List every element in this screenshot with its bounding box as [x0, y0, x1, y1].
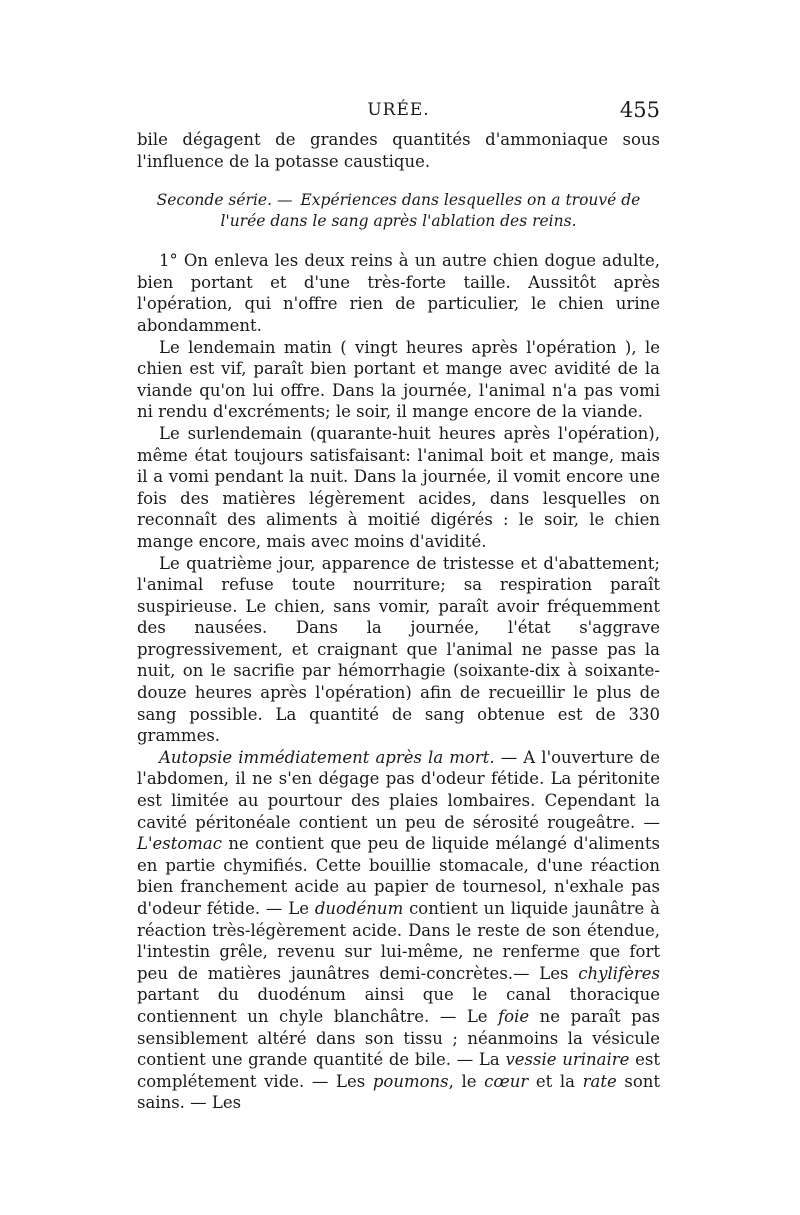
autopsy-text-4: partant du duodénum ainsi que le canal thoracique contiennent un chyle blanchâtre. — Le [137, 985, 660, 1026]
paragraph-day-after: Le surlendemain (quarante-huit heures après l'opération), même état toujours satisfaisant: l'animal boit et mange, mais il a vomi pendant la nuit. Dans la journée, il vomit encore une fois des matières légèrement acides, dans lesquelles on reconnaît des aliments à moitié digérés : le soir, le chien mange encore, mais avec moins d'avidité. [137, 423, 660, 551]
page-header [137, 98, 660, 126]
paragraph-fourth-day: Le quatrième jour, apparence de tristesse et d'abattement; l'animal refuse toute nourriture; sa respiration paraît suspirieuse. Le chien, sans vomir, paraît avoir fréquemment des nausées. Dans la journée, l'état s'aggrave progressivement, et craignant que l'animal ne passe pas la nuit, on le sacrifie par hémorrhagie (soixante-dix à soixante-douze heures après l'opération) afin de recueillir le plus de sang possible. La quantité de sang obtenue est de 330 grammes. [137, 553, 660, 746]
term-estomac: L'estomac [137, 834, 223, 854]
lead-paragraph: bile dégagent de grandes quantités d'ammoniaque sous l'influence de la potasse caustique. [137, 130, 660, 171]
term-rate: rate [582, 1071, 617, 1091]
term-vessie: vessie urinaire [505, 1050, 630, 1070]
term-chyliferes: chylifères [578, 963, 660, 983]
autopsy-text-6: est complétement vide. — Les [137, 1050, 661, 1091]
paragraph-autopsy [137, 747, 660, 1114]
section-label: Seconde série. — [156, 191, 293, 210]
paragraph-next-day: Le lendemain matin ( vingt heures après l'opération ), le chien est vif, paraît bien portant et mange avec avidité de la viande qu'on lui offre. Dans la journée, l'animal n'a pas vomi ni rendu d'excréments; le soir, il mange encore de la viande. [137, 337, 660, 422]
term-duodenum: duodénum [314, 899, 404, 918]
section-title: Expériences dans lesquelles on a trouvé de l'urée dans le sang après l'ablation des reins. [220, 191, 641, 231]
autopsy-text-7: , le [448, 1071, 485, 1091]
autopsy-heading: Autopsie immédiatement après la mort. [159, 747, 495, 767]
autopsy-text-5: ne paraît pas sensiblement altéré dans son tissu ; néanmoins la vésicule contient une grande quantité de bile. — La [137, 1006, 660, 1070]
section-heading [137, 190, 660, 232]
autopsy-text-3: contient un liquide jaunâtre à réaction très-légèrement acide. Dans le reste de son étendue, l'intestin grêle, revenu sur lui-même, ne renferme que fort peu de matières jaunâtres demi-concrètes.— Les [137, 899, 660, 983]
autopsy-text-2: ne contient que peu de liquide mélangé d'aliments en partie chymifiés. Cette bouillie stomacale, d'une réaction bien franchement acide au papier de tournesol, n'exhale pas d'odeur fétide. — Le [137, 834, 660, 918]
autopsy-text-1: — A l'ouverture de l'abdomen, il ne s'en dégage pas d'odeur fétide. La péritonite est limitée au pourtour des plaies lombaires. Cependant la cavité péritonéale contient un peu de sérosité rougeâtre. — [137, 747, 660, 832]
term-foie: foie [498, 1006, 530, 1026]
term-coeur: cœur [484, 1071, 529, 1091]
autopsy-text-9: sont sains. — Les [137, 1071, 661, 1113]
running-title: URÉE. [367, 100, 430, 120]
page-number: 455 [619, 98, 660, 122]
book-page [137, 98, 660, 1114]
paragraph-experiment-1: 1° On enleva les deux reins à un autre chien dogue adulte, bien portant et d'une très-forte taille. Aussitôt après l'opération, qui n'offre rien de particulier, le chien urine abondamment. [137, 251, 660, 335]
autopsy-text-8: et la [528, 1071, 583, 1091]
term-poumons: poumons [372, 1071, 449, 1091]
